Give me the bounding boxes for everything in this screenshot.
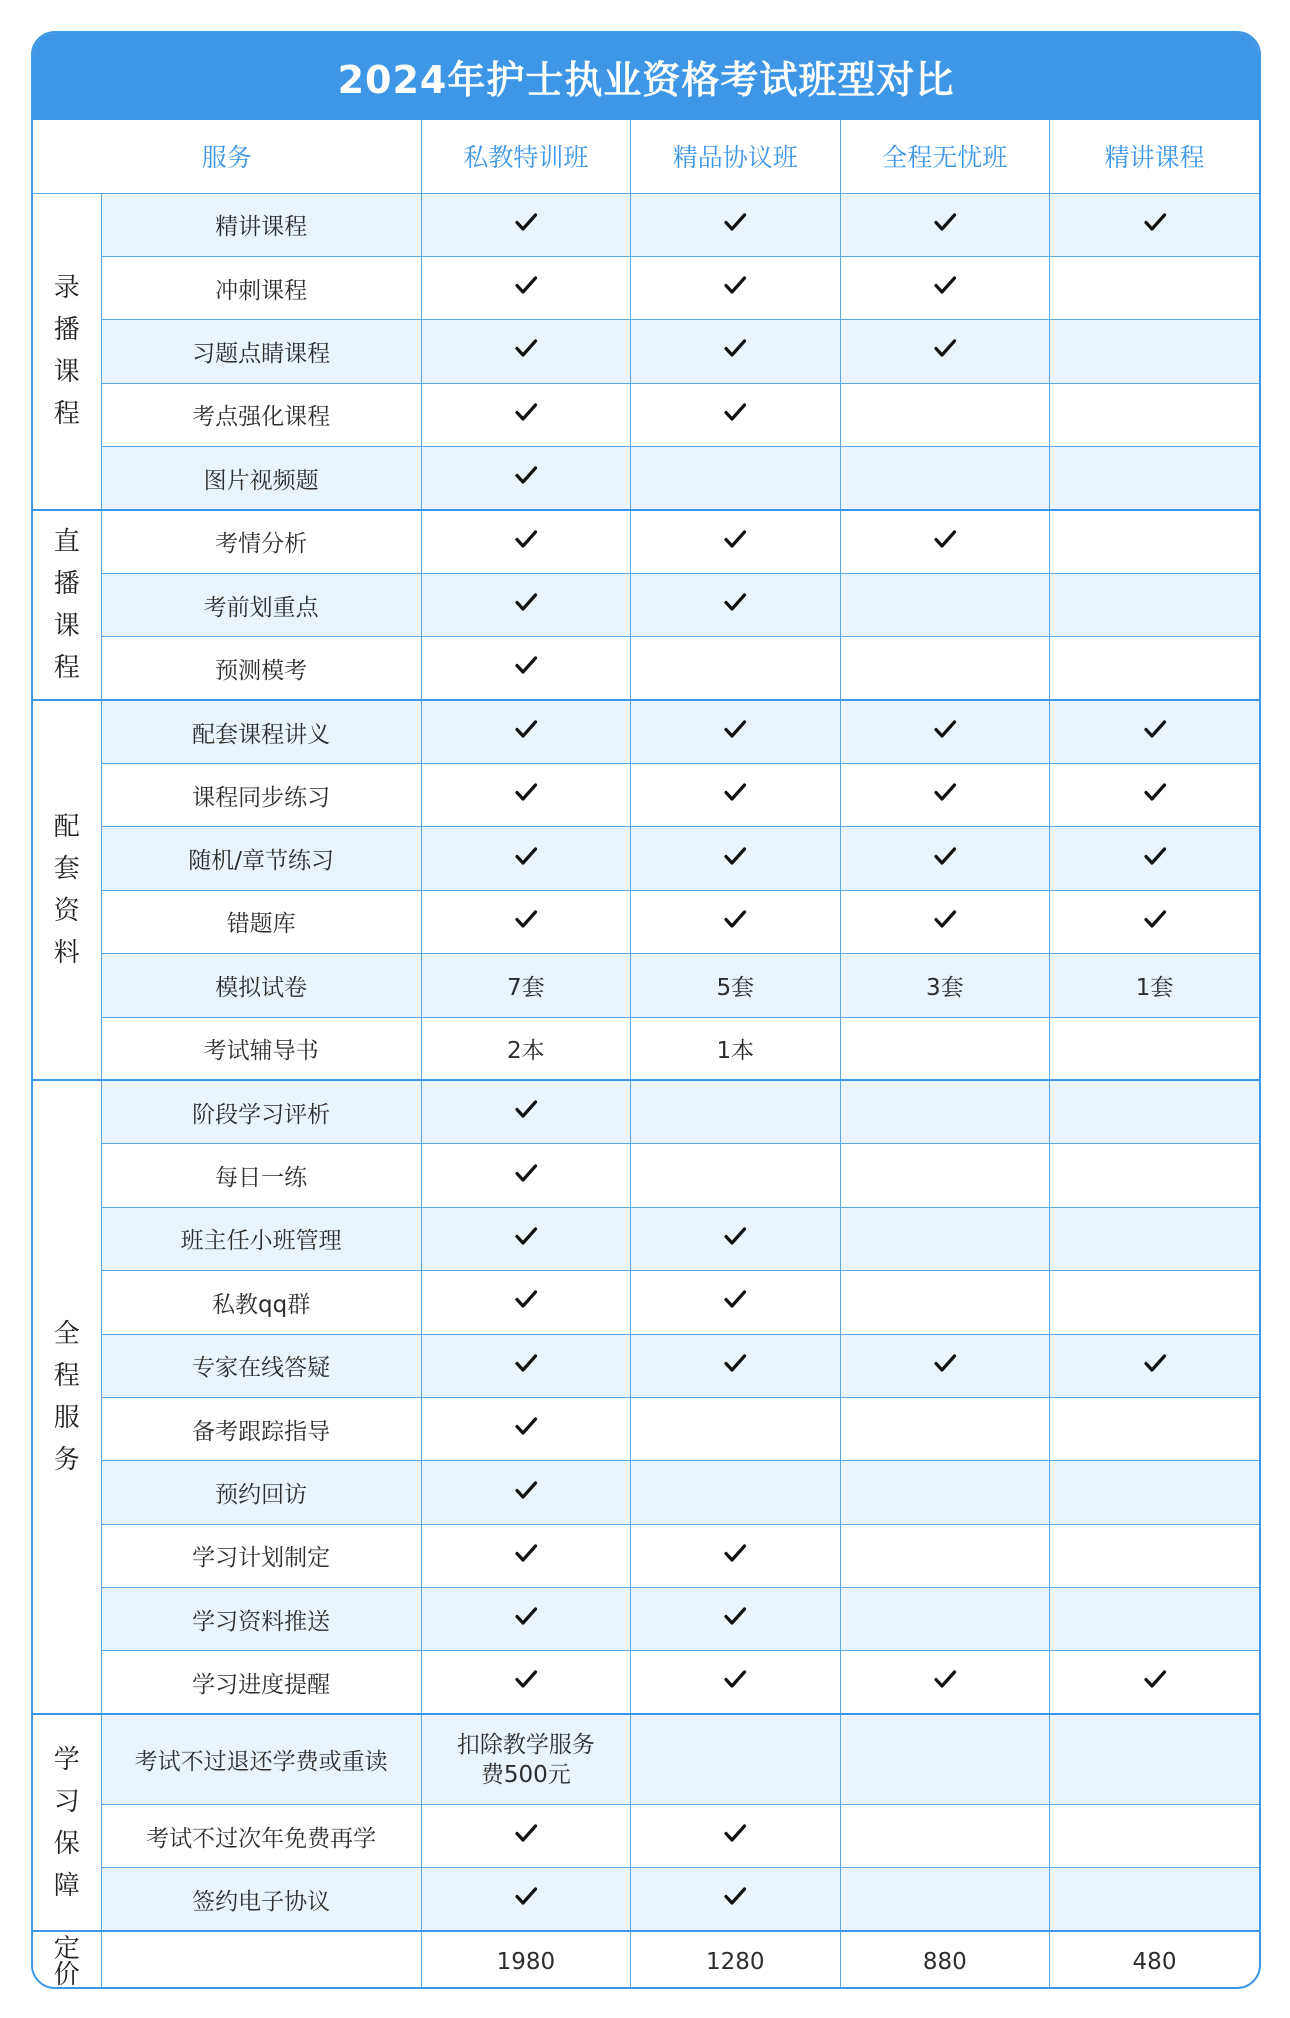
plan-cell: [421, 320, 630, 383]
plan-cell: [1050, 1651, 1259, 1714]
checkmark-icon: [514, 657, 538, 683]
checkmark-icon: [723, 1671, 747, 1697]
plan-cell: [1050, 447, 1259, 510]
price-cell: 880: [840, 1931, 1049, 1989]
checkmark-icon: [933, 784, 957, 810]
plan-cell: [421, 193, 630, 256]
plan-cell: [1050, 1017, 1259, 1080]
service-name: 课程同步练习: [101, 764, 421, 827]
service-name: 错题库: [101, 890, 421, 953]
plan-cell: [421, 1207, 630, 1270]
table-row: [33, 1524, 1259, 1587]
checkmark-icon: [933, 214, 957, 240]
table-row: [33, 1714, 1259, 1804]
plan-cell: [421, 637, 630, 700]
checkmark-icon: [723, 1355, 747, 1381]
checkmark-icon: [933, 911, 957, 937]
plan-cell: [840, 1397, 1049, 1460]
category-text: 录播课程: [53, 273, 80, 430]
plan-cell: [421, 827, 630, 890]
checkmark-icon: [514, 1888, 538, 1914]
service-name: 图片视频题: [101, 447, 421, 510]
checkmark-icon: [514, 531, 538, 557]
plan-cell: [421, 1461, 630, 1524]
plan-cell: [421, 1271, 630, 1334]
category-label: [33, 1714, 101, 1931]
checkmark-icon: [723, 1545, 747, 1571]
checkmark-icon: [1143, 911, 1167, 937]
checkmark-icon: [514, 277, 538, 303]
plan-cell: [631, 700, 840, 763]
checkmark-icon: [933, 1355, 957, 1381]
plan-cell: [1050, 256, 1259, 319]
checkmark-icon: [723, 784, 747, 810]
plan-cell: [631, 1524, 840, 1587]
plan-cell: [1050, 1461, 1259, 1524]
plan-cell: [421, 1868, 630, 1931]
plan-cell: [1050, 193, 1259, 256]
plan-cell: [840, 1461, 1049, 1524]
plan-cell: [1050, 1868, 1259, 1931]
category-text: 定价: [53, 1934, 80, 1989]
service-name: 模拟试卷: [101, 954, 421, 1017]
plan-cell: [840, 1588, 1049, 1651]
plan-cell: [840, 827, 1049, 890]
plan-cell: [1050, 1524, 1259, 1587]
checkmark-icon: [1143, 1355, 1167, 1381]
plan-cell: [631, 1868, 840, 1931]
plan-cell: [421, 1588, 630, 1651]
column-header: 私教特训班: [421, 120, 630, 193]
plan-cell: [1050, 1144, 1259, 1207]
plan-cell: [840, 1271, 1049, 1334]
plan-cell: [840, 1868, 1049, 1931]
table-row: [33, 1397, 1259, 1460]
column-header: 服务: [33, 120, 421, 193]
table-row: [33, 700, 1259, 763]
table-row: [33, 1868, 1259, 1931]
category-label: [33, 1931, 101, 1989]
checkmark-icon: [933, 848, 957, 874]
plan-cell: [421, 256, 630, 319]
checkmark-icon: [723, 1825, 747, 1851]
pricing-row: [33, 1931, 1259, 1989]
plan-cell: [840, 1207, 1049, 1270]
service-name: 习题点睛课程: [101, 320, 421, 383]
plan-cell: [631, 1207, 840, 1270]
category-text: 配套资料: [53, 812, 80, 969]
checkmark-icon: [514, 1101, 538, 1127]
checkmark-icon: [514, 784, 538, 810]
plan-cell: [840, 193, 1049, 256]
plan-cell: [840, 764, 1049, 827]
checkmark-icon: [723, 911, 747, 937]
checkmark-icon: [1143, 214, 1167, 240]
page-title: 2024年护士执业资格考试班型对比: [33, 33, 1259, 120]
checkmark-icon: [514, 848, 538, 874]
table-row: [33, 1588, 1259, 1651]
plan-cell: [421, 447, 630, 510]
plan-cell: [840, 320, 1049, 383]
category-text: 学习保障: [53, 1744, 80, 1901]
table-row: [33, 447, 1259, 510]
plan-cell: [840, 1017, 1049, 1080]
checkmark-icon: [514, 1545, 538, 1571]
plan-cell: [421, 1334, 630, 1397]
table-row: [33, 890, 1259, 953]
plan-cell: [840, 573, 1049, 636]
plan-cell: [1050, 827, 1259, 890]
plan-cell: [631, 1334, 840, 1397]
checkmark-icon: [514, 911, 538, 937]
plan-cell: [631, 890, 840, 953]
plan-cell: [1050, 1397, 1259, 1460]
service-name: 每日一练: [101, 1144, 421, 1207]
plan-cell: [1050, 510, 1259, 573]
plan-cell: [421, 510, 630, 573]
plan-cell: 3套: [840, 954, 1049, 1017]
checkmark-icon: [514, 1825, 538, 1851]
plan-cell: 5套: [631, 954, 840, 1017]
plan-cell: [421, 1651, 630, 1714]
checkmark-icon: [1143, 1671, 1167, 1697]
plan-cell: [1050, 1080, 1259, 1143]
checkmark-icon: [723, 594, 747, 620]
service-name: 考试不过退还学费或重读: [101, 1714, 421, 1804]
service-name: 学习进度提醒: [101, 1651, 421, 1714]
plan-cell: [1050, 573, 1259, 636]
table-row: [33, 637, 1259, 700]
service-name: 考点强化课程: [101, 383, 421, 446]
table-row: [33, 764, 1259, 827]
table-row: [33, 1271, 1259, 1334]
checkmark-icon: [514, 1228, 538, 1254]
service-name: 私教qq群: [101, 1271, 421, 1334]
checkmark-icon: [933, 531, 957, 557]
plan-cell: [421, 1397, 630, 1460]
plan-cell: [631, 1651, 840, 1714]
plan-cell: [421, 1144, 630, 1207]
table-row: [33, 827, 1259, 890]
service-name: 签约电子协议: [101, 1868, 421, 1931]
plan-cell: [421, 890, 630, 953]
category-label: [33, 193, 101, 510]
plan-cell: [1050, 764, 1259, 827]
plan-cell: [631, 1271, 840, 1334]
plan-cell: [840, 700, 1049, 763]
category-label: [33, 1080, 101, 1714]
checkmark-icon: [1143, 721, 1167, 747]
plan-cell: [1050, 1804, 1259, 1867]
plan-cell: [840, 383, 1049, 446]
plan-cell: [1050, 1207, 1259, 1270]
plan-cell: [631, 1144, 840, 1207]
service-name: 冲刺课程: [101, 256, 421, 319]
plan-cell: [631, 637, 840, 700]
checkmark-icon: [514, 1165, 538, 1191]
table-row: [33, 193, 1259, 256]
plan-cell: [840, 1524, 1049, 1587]
checkmark-icon: [1143, 784, 1167, 810]
plan-cell: [421, 383, 630, 446]
checkmark-icon: [933, 1671, 957, 1697]
plan-cell: [631, 320, 840, 383]
service-name: 精讲课程: [101, 193, 421, 256]
plan-cell: [421, 1804, 630, 1867]
checkmark-icon: [514, 404, 538, 430]
checkmark-icon: [514, 1608, 538, 1634]
header-row: [33, 120, 1259, 193]
checkmark-icon: [514, 214, 538, 240]
service-name: 考情分析: [101, 510, 421, 573]
plan-cell: [631, 447, 840, 510]
plan-cell: [840, 890, 1049, 953]
service-name: 备考跟踪指导: [101, 1397, 421, 1460]
checkmark-icon: [933, 277, 957, 303]
price-cell: 1280: [631, 1931, 840, 1989]
plan-cell: [1050, 1271, 1259, 1334]
plan-cell: 1套: [1050, 954, 1259, 1017]
plan-cell: [1050, 700, 1259, 763]
plan-cell: [840, 1334, 1049, 1397]
plan-cell: [840, 510, 1049, 573]
comparison-table: [33, 120, 1259, 1989]
checkmark-icon: [723, 404, 747, 430]
table-body: [33, 193, 1259, 1989]
plan-cell: [631, 573, 840, 636]
table-row: [33, 1080, 1259, 1143]
table-row: [33, 954, 1259, 1017]
checkmark-icon: [723, 1228, 747, 1254]
plan-cell: [1050, 1714, 1259, 1804]
column-header: 精品协议班: [631, 120, 840, 193]
table-row: [33, 383, 1259, 446]
checkmark-icon: [514, 1671, 538, 1697]
table-row: [33, 256, 1259, 319]
plan-cell: [631, 1588, 840, 1651]
service-name: 考前划重点: [101, 573, 421, 636]
plan-cell: 1本: [631, 1017, 840, 1080]
table-row: [33, 1804, 1259, 1867]
service-name: 班主任小班管理: [101, 1207, 421, 1270]
category-text: 直播课程: [53, 527, 80, 684]
plan-cell: [631, 1080, 840, 1143]
service-name: 预约回访: [101, 1461, 421, 1524]
checkmark-icon: [723, 848, 747, 874]
plan-cell: [840, 1651, 1049, 1714]
plan-cell: [1050, 1334, 1259, 1397]
checkmark-icon: [514, 1355, 538, 1381]
table-row: [33, 1334, 1259, 1397]
plan-cell: [1050, 320, 1259, 383]
table-row: [33, 1017, 1259, 1080]
plan-cell: [631, 1714, 840, 1804]
price-cell: 1980: [421, 1931, 630, 1989]
plan-cell: [631, 764, 840, 827]
checkmark-icon: [723, 214, 747, 240]
service-name: 随机/章节练习: [101, 827, 421, 890]
plan-cell: [1050, 1588, 1259, 1651]
service-name: 预测模考: [101, 637, 421, 700]
plan-cell: [631, 1397, 840, 1460]
plan-cell: [631, 1804, 840, 1867]
checkmark-icon: [723, 1291, 747, 1317]
plan-cell: 7套: [421, 954, 630, 1017]
plan-cell: [840, 1804, 1049, 1867]
checkmark-icon: [514, 594, 538, 620]
checkmark-icon: [723, 531, 747, 557]
service-name: 配套课程讲义: [101, 700, 421, 763]
plan-cell: [840, 1080, 1049, 1143]
column-header: 全程无忧班: [840, 120, 1049, 193]
plan-cell: [1050, 890, 1259, 953]
plan-cell: [840, 447, 1049, 510]
plan-cell: [840, 1144, 1049, 1207]
table-row: [33, 1651, 1259, 1714]
table-row: [33, 320, 1259, 383]
checkmark-icon: [933, 721, 957, 747]
checkmark-icon: [514, 721, 538, 747]
plan-cell: [1050, 383, 1259, 446]
comparison-card: [31, 31, 1261, 1989]
plan-cell: [421, 764, 630, 827]
checkmark-icon: [1143, 848, 1167, 874]
checkmark-icon: [514, 1482, 538, 1508]
category-text: 全程服务: [53, 1319, 80, 1476]
table-row: [33, 1207, 1259, 1270]
service-name: 阶段学习评析: [101, 1080, 421, 1143]
plan-cell: [840, 1714, 1049, 1804]
checkmark-icon: [514, 1291, 538, 1317]
plan-cell: [631, 1461, 840, 1524]
service-name: 考试辅导书: [101, 1017, 421, 1080]
table-row: [33, 1461, 1259, 1524]
service-name: 考试不过次年免费再学: [101, 1804, 421, 1867]
checkmark-icon: [514, 340, 538, 366]
service-name: [101, 1931, 421, 1989]
plan-cell: [631, 256, 840, 319]
plan-cell: [631, 193, 840, 256]
plan-cell: [631, 827, 840, 890]
checkmark-icon: [933, 340, 957, 366]
checkmark-icon: [723, 340, 747, 366]
plan-cell: [631, 383, 840, 446]
plan-cell: 扣除教学服务 费500元: [421, 1714, 630, 1804]
category-label: [33, 510, 101, 700]
checkmark-icon: [723, 1888, 747, 1914]
column-header: 精讲课程: [1050, 120, 1259, 193]
service-name: 学习计划制定: [101, 1524, 421, 1587]
plan-cell: [421, 573, 630, 636]
plan-cell: [840, 637, 1049, 700]
plan-cell: [1050, 637, 1259, 700]
plan-cell: 2本: [421, 1017, 630, 1080]
table-row: [33, 573, 1259, 636]
service-name: 学习资料推送: [101, 1588, 421, 1651]
checkmark-icon: [723, 721, 747, 747]
table-row: [33, 510, 1259, 573]
category-label: [33, 700, 101, 1080]
plan-cell: [631, 510, 840, 573]
plan-cell: [421, 1080, 630, 1143]
price-cell: 480: [1050, 1931, 1259, 1989]
checkmark-icon: [723, 1608, 747, 1634]
checkmark-icon: [514, 467, 538, 493]
table-row: [33, 1144, 1259, 1207]
plan-cell: [840, 256, 1049, 319]
plan-cell: [421, 1524, 630, 1587]
checkmark-icon: [514, 1418, 538, 1444]
service-name: 专家在线答疑: [101, 1334, 421, 1397]
checkmark-icon: [723, 277, 747, 303]
plan-cell: [421, 700, 630, 763]
